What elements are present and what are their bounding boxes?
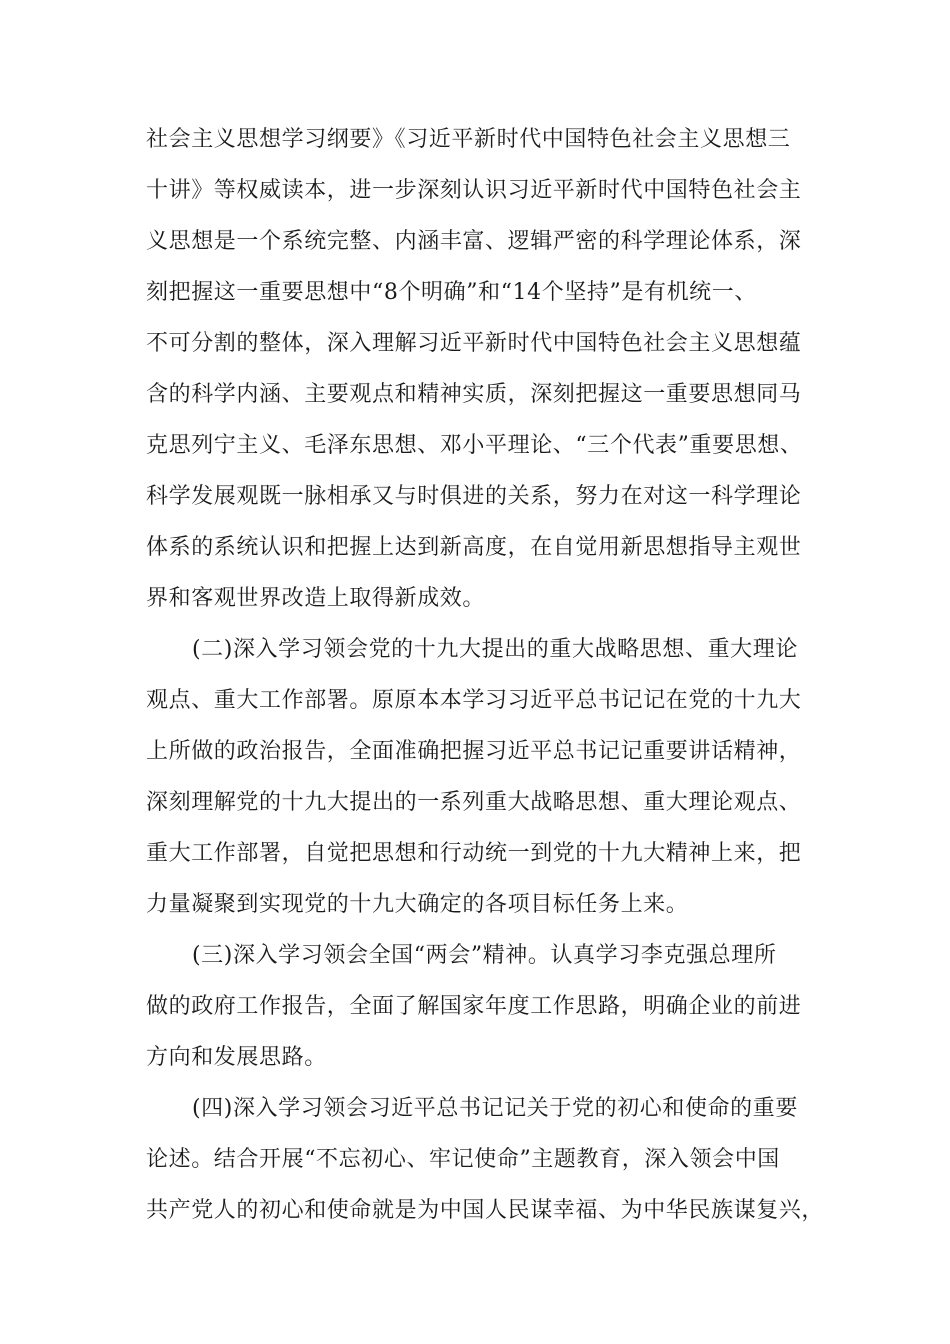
text-line: 做的政府工作报告，全面了解国家年度工作思路，明确企业的前进 [146, 994, 802, 1019]
text-line: 克思列宁主义、毛泽东思想、邓小平理论、“三个代表”重要思想、 [146, 433, 803, 458]
text-line: 共产党人的初心和使命就是为中国人民谋幸福、为中华民族谋复兴， [146, 1198, 825, 1223]
text-line: 不可分割的整体，深入理解习近平新时代中国特色社会主义思想蕴 [146, 331, 802, 356]
text-line: 体系的系统认识和把握上达到新高度，在自觉用新思想指导主观世 [146, 535, 802, 560]
text-line: 含的科学内涵、主要观点和精神实质，深刻把握这一重要思想同马 [146, 382, 802, 407]
paragraph-heading-4: (四)深入学习领会习近平总书记记关于党的初心和使命的重要 [192, 1096, 798, 1121]
text-line: 界和客观世界改造上取得新成效。 [146, 586, 486, 611]
text-line: 十讲》等权威读本，进一步深刻认识习近平新时代中国特色社会主 [146, 178, 802, 203]
text-line: 深刻理解党的十九大提出的一系列重大战略思想、重大理论观点、 [146, 790, 802, 815]
text-line: 观点、重大工作部署。原原本本学习习近平总书记记在党的十九大 [146, 688, 802, 713]
paragraph-heading-3: (三)深入学习领会全国“两会”精神。认真学习李克强总理所 [192, 943, 777, 968]
text-line: 义思想是一个系统完整、内涵丰富、逻辑严密的科学理论体系，深 [146, 229, 802, 254]
paragraph-heading-2: (二)深入学习领会党的十九大提出的重大战略思想、重大理论 [192, 637, 798, 662]
text-line: 社会主义思想学习纲要》《习近平新时代中国特色社会主义思想三 [146, 127, 791, 152]
text-line: 论述。结合开展“不忘初心、牢记使命”主题教育，深入领会中国 [146, 1147, 780, 1172]
text-line: 刻把握这一重要思想中“8个明确”和“14个坚持”是有机统一、 [146, 280, 757, 305]
text-line: 方向和发展思路。 [146, 1045, 327, 1070]
text-line: 重大工作部署，自觉把思想和行动统一到党的十九大精神上来，把 [146, 841, 802, 866]
text-line: 力量凝聚到实现党的十九大确定的各项目标任务上来。 [146, 892, 689, 917]
text-line: 科学发展观既一脉相承又与时俱进的关系，努力在对这一科学理论 [146, 484, 802, 509]
text-line: 上所做的政治报告，全面准确把握习近平总书记记重要讲话精神， [146, 739, 802, 764]
